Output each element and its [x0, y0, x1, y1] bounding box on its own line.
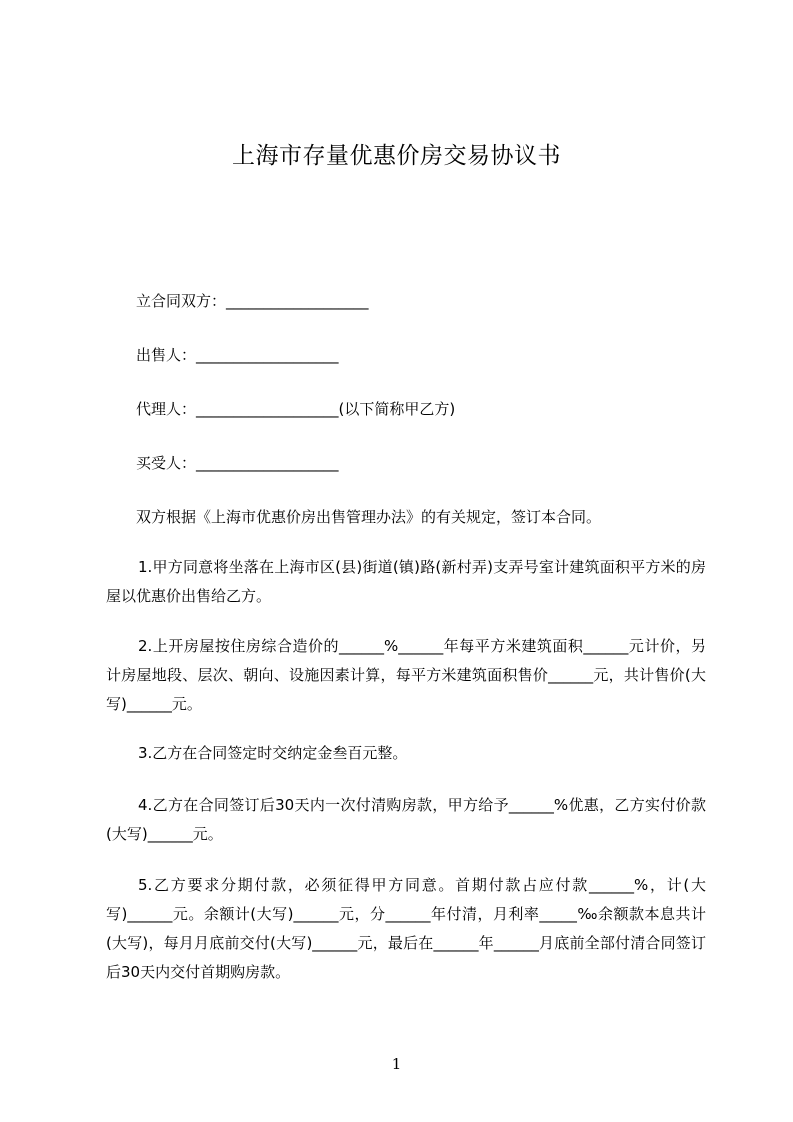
intro-paragraph: 双方根据《上海市优惠价房出售管理办法》的有关规定，签订本合同。 — [136, 508, 602, 526]
clause-5: 5.乙方要求分期付款，必须征得甲方同意。首期付款占应付款______%，计(大写)______元。余额计(大写)______元，分______年付清，月利率_____‰余额款本息共计(大写)，每月月底前交付(大写)______元，最后在______年______月底前全部付清合同签订后30天内交付首期购房款。 — [106, 876, 706, 981]
seller-line: 出售人：___________________ — [136, 346, 339, 364]
document-title: 上海市存量优惠价房交易协议书 — [232, 143, 561, 169]
agent-line: 代理人：___________________(以下简称甲乙方) — [136, 400, 456, 418]
clause-2: 2.上开房屋按住房综合造价的______%______年每平方米建筑面积______元计价，另计房屋地段、层次、朝向、设施因素计算，每平方米建筑面积售价______元，共计售价(大写)______元。 — [106, 637, 706, 713]
page-number: 1 — [391, 1055, 402, 1073]
clause-3: 3.乙方在合同签定时交纳定金叁百元整。 — [138, 744, 408, 762]
clause-4: 4.乙方在合同签订后30天内一次付清购房款，甲方给予______%优惠，乙方实付价款(大写)______元。 — [106, 796, 706, 843]
contract-parties-line: 立合同双方：___________________ — [136, 292, 369, 310]
clause-1: 1.甲方同意将坐落在上海市区(县)街道(镇)路(新村弄)支弄号室计建筑面积平方米的房屋以优惠价出售给乙方。 — [106, 558, 706, 605]
buyer-line: 买受人：___________________ — [136, 454, 339, 472]
